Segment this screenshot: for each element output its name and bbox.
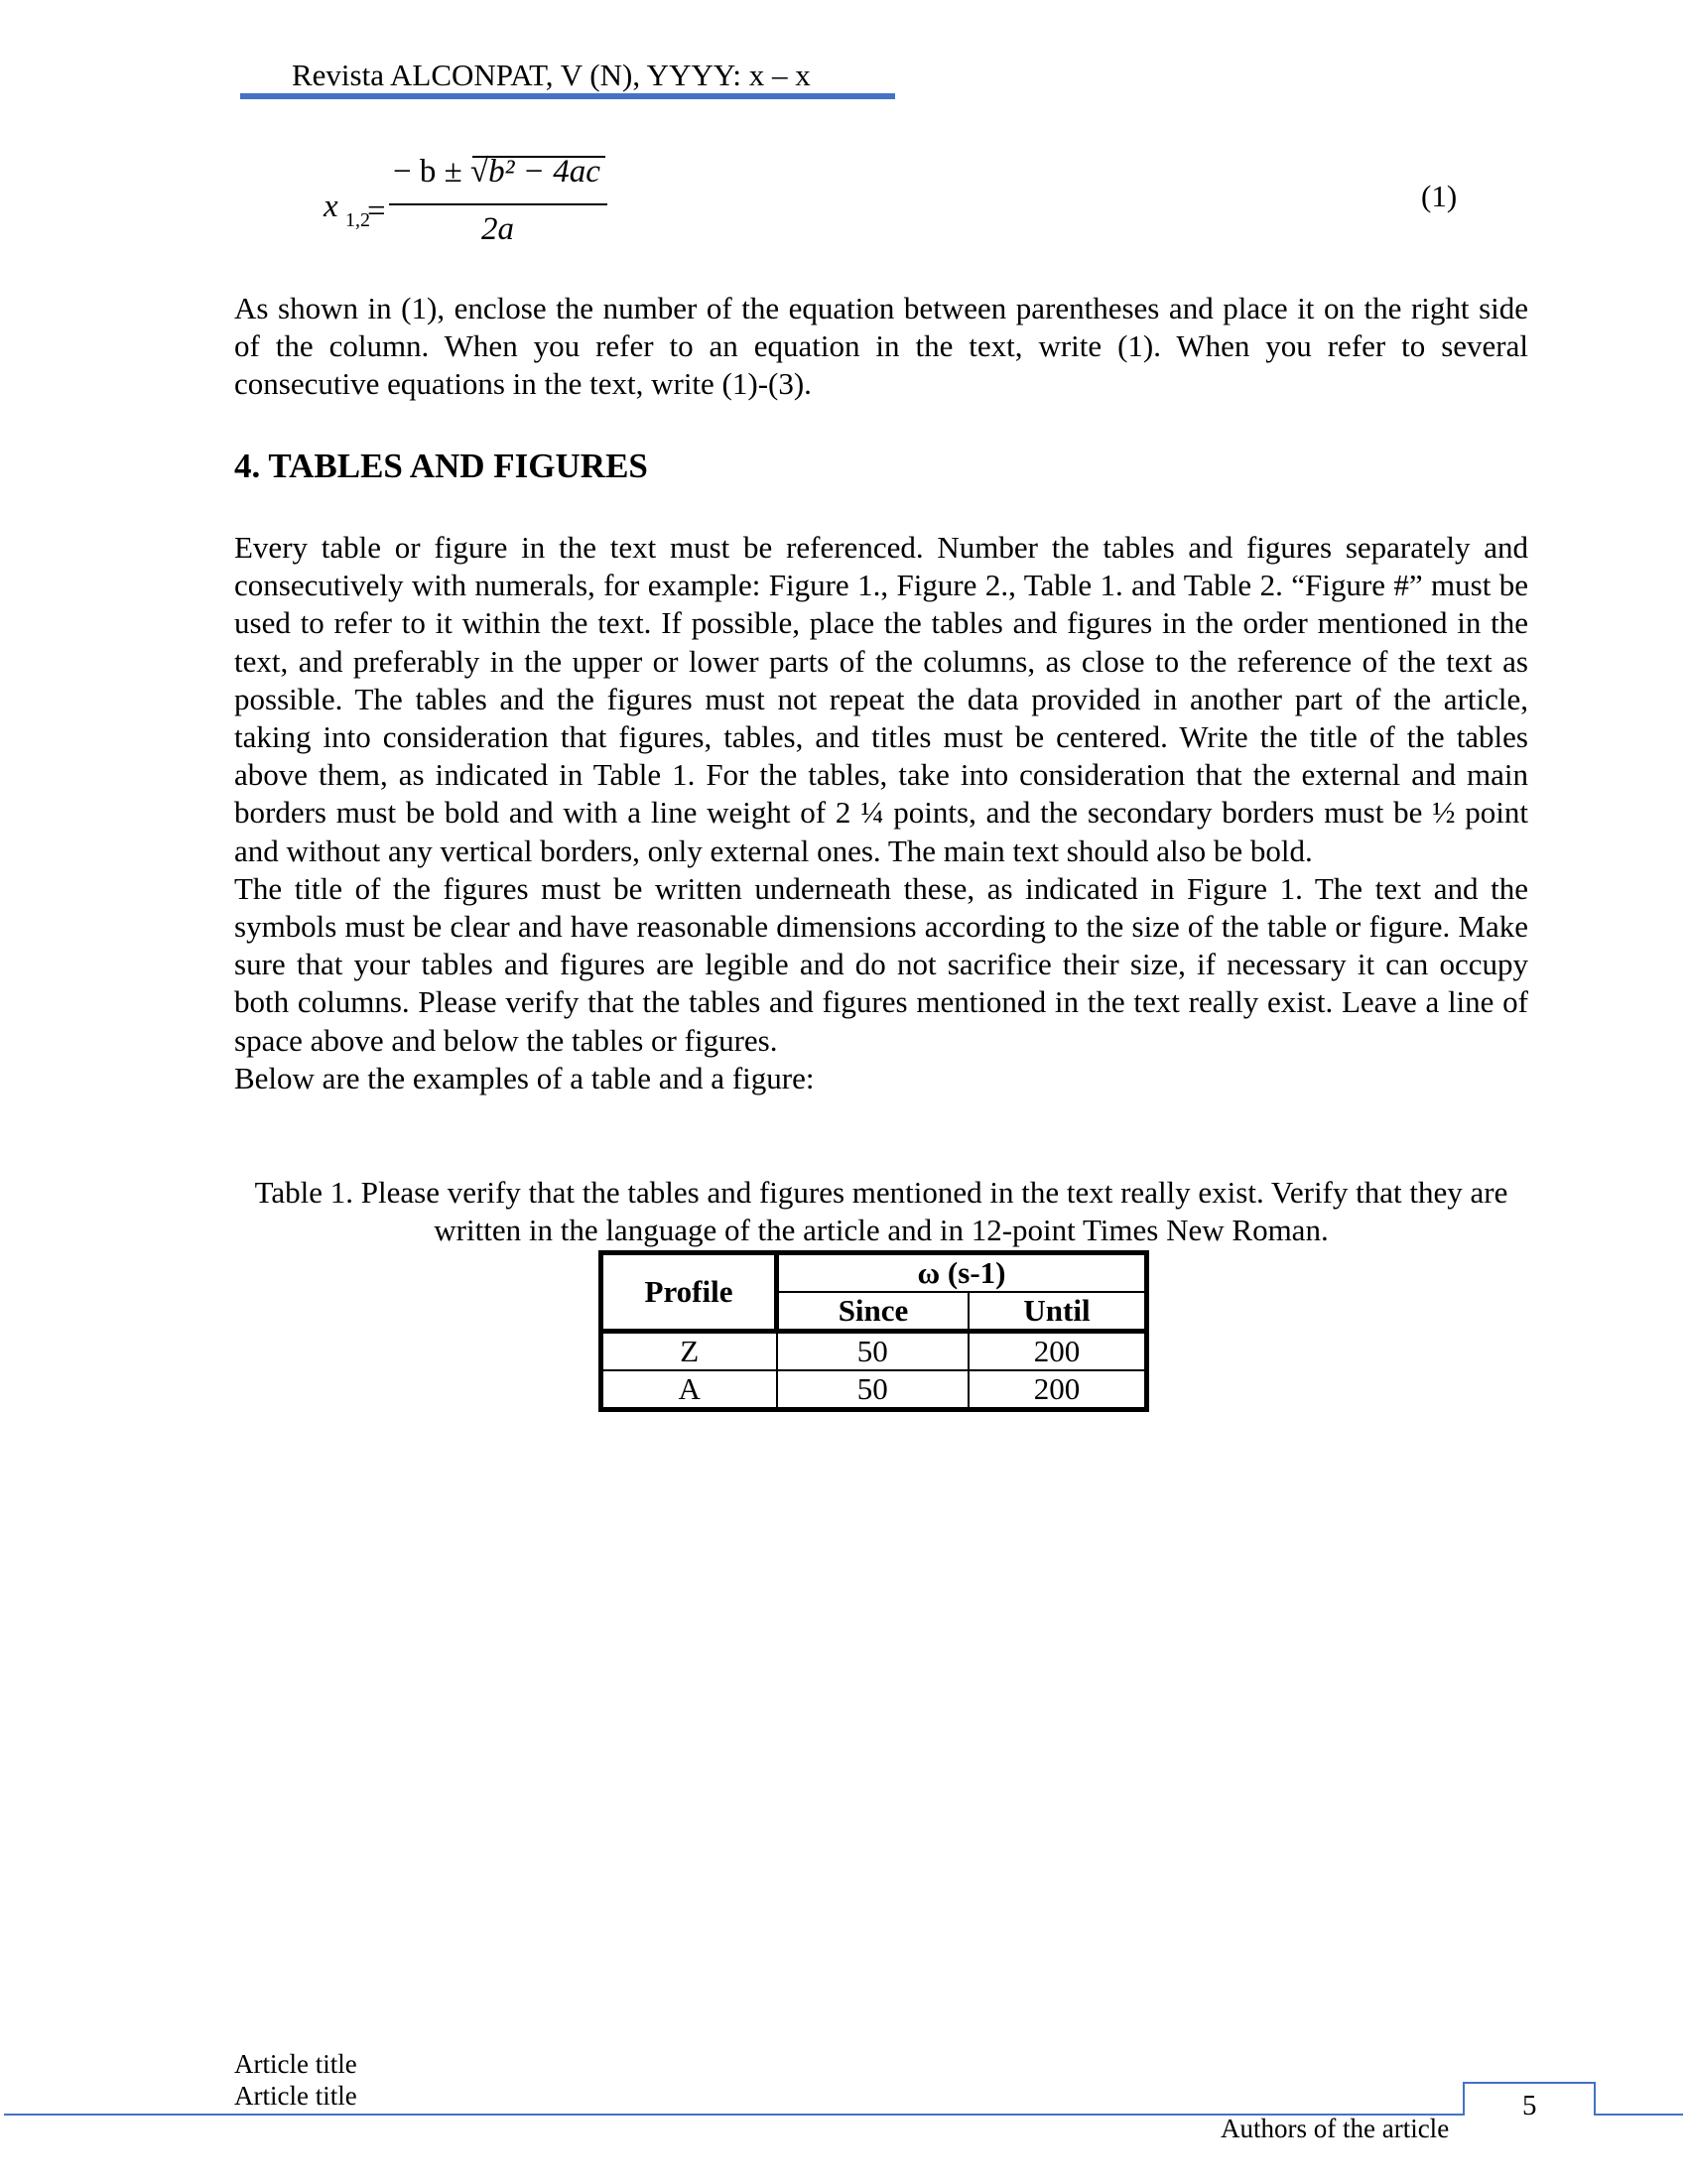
tables-paragraphs bbox=[234, 529, 1528, 1097]
cell-since: 50 bbox=[777, 1332, 970, 1371]
cell-since: 50 bbox=[777, 1370, 970, 1410]
tables-paragraph-2: The title of the figures must be written underneath these, as indicated in Figure 1. The text and the symbols must be clear and have reasonable dimensions according to the size of the table or figure. Make sure that your tables and figures are legible and do not sacrifice their size, if necessary it can occupy both columns. Please verify that the tables and figures mentioned in the text really exist. Leave a line of space above and below the tables or figures. bbox=[234, 870, 1528, 1058]
cell-profile: Z bbox=[601, 1332, 777, 1371]
footer-article-title: Article title bbox=[234, 2081, 357, 2111]
equation-equals: = bbox=[367, 193, 386, 229]
cell-until: 200 bbox=[969, 1370, 1147, 1410]
footer-tab-top bbox=[1463, 2082, 1596, 2084]
tables-paragraph-1: Every table or figure in the text must be referenced. Number the tables and figures separately and consecutively with numerals, for example: Figure 1., Figure 2., Table 1. and Table 2. “Figure #” must be used to refer to it within the text. If possible, place the tables and figures in the order mentioned in the text, and preferably in the upper or lower parts of the columns, as close to the reference of the text as possible. The tables and the figures must not repeat the data provided in another part of the article, taking into consideration that figures, tables, and titles must be centered. Write the title of the tables above them, as indicated in Table 1. For the tables, take into consideration that the external and main borders must be bold and with a line weight of 2 ¼ points, and the secondary borders must be ½ point and without any vertical borders, only external ones. The main text should also be bold. bbox=[234, 530, 1528, 868]
footer-tab-left bbox=[1463, 2082, 1465, 2116]
table-header-row bbox=[601, 1253, 1147, 1293]
quadratic-equation bbox=[316, 154, 613, 253]
running-header: Revista ALCONPAT, V (N), YYYY: x – x bbox=[292, 58, 811, 92]
equation-radicand: b² − 4ac bbox=[488, 154, 600, 190]
equation-numerator: − b ± √b² − 4ac bbox=[393, 154, 600, 190]
section-heading: 4. TABLES AND FIGURES bbox=[234, 447, 648, 485]
cell-profile: A bbox=[601, 1370, 777, 1410]
equation-paragraph bbox=[234, 290, 1528, 404]
cell-until: 200 bbox=[969, 1332, 1147, 1371]
footer-authors: Authors of the article bbox=[1221, 2114, 1450, 2143]
header-rule bbox=[240, 93, 895, 99]
table-row bbox=[601, 1332, 1147, 1371]
header-omega: ω (s-1) bbox=[777, 1253, 1147, 1293]
footer-article-title: Article title bbox=[234, 2049, 357, 2079]
header-profile: Profile bbox=[601, 1253, 777, 1332]
table-caption: Table 1. Please verify that the tables and figures mentioned in the text really exist. Verify that they are written in the language of the article and in 12-point Times New Roman. bbox=[254, 1175, 1508, 1247]
equation-denominator: 2a bbox=[481, 211, 514, 247]
table-row bbox=[601, 1370, 1147, 1410]
equation-fraction-bar bbox=[389, 203, 607, 205]
equation-sqrt-bar bbox=[472, 156, 605, 160]
equation-number: (1) bbox=[1421, 179, 1458, 213]
equation-note-text: As shown in (1), enclose the number of the equation between parentheses and place it on the right side of the column. When you refer to an equation in the text, write (1). When you refer to several consecutive equations in the text, write (1)-(3). bbox=[234, 291, 1528, 402]
equation-numerator-lead: − b ± bbox=[393, 154, 470, 190]
tables-paragraph-3: Below are the examples of a table and a figure: bbox=[234, 1060, 815, 1095]
header-until: Until bbox=[969, 1292, 1147, 1332]
footer-tab-right bbox=[1594, 2082, 1596, 2116]
page-number: 5 bbox=[1522, 2090, 1537, 2121]
footer-rule-right bbox=[1594, 2114, 1683, 2116]
equation-subscript: 1,2 bbox=[345, 209, 370, 231]
data-table bbox=[598, 1250, 1149, 1412]
equation-variable: x bbox=[324, 189, 338, 224]
header-since: Since bbox=[777, 1292, 970, 1332]
